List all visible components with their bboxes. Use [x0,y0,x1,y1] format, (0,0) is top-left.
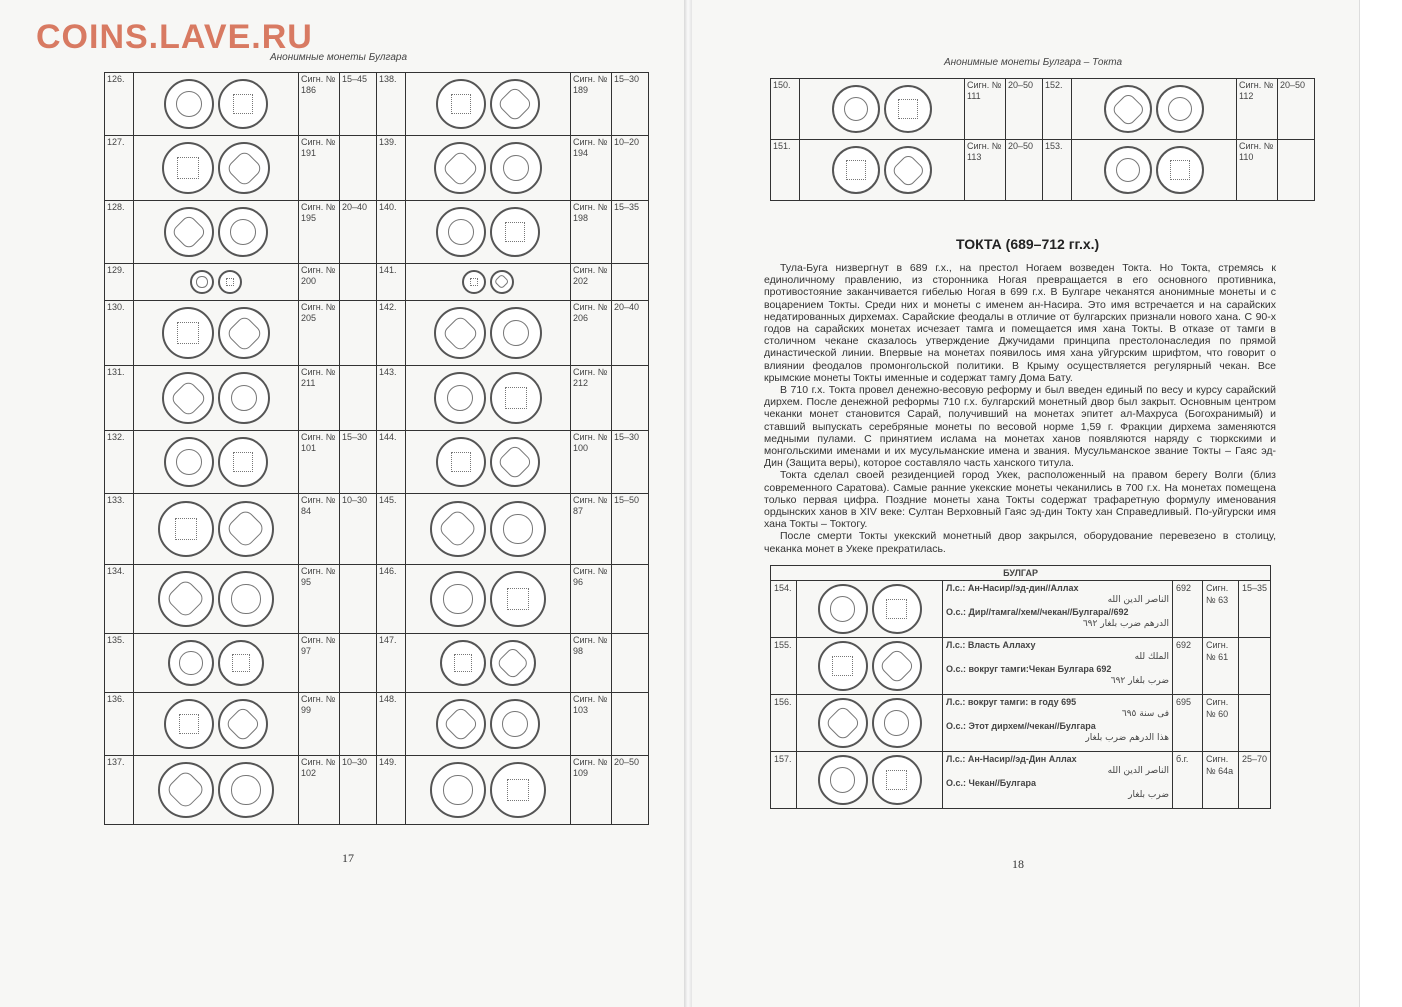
catalog-reference: Сигн. № 191 [299,136,340,201]
legend-cell [943,638,1173,695]
obverse-arabic: الناصر الدين الله [1107,766,1169,776]
coin-images [408,74,568,134]
price-range [612,565,649,634]
coin-reverse-image [884,146,932,194]
coin-obverse-image [168,640,214,686]
coin-obverse-image [818,641,868,691]
coin-obverse-image [164,699,214,749]
coin-reverse-image [1156,146,1204,194]
reverse-legend: О.с.: Чекан//Булгара [946,778,1036,788]
catalog-reference: Сигн. № 109 [571,756,612,825]
left-page-number: 17 [342,851,354,865]
coin-images [1074,80,1234,138]
catalog-reference: Сигн. № 100 [571,431,612,494]
body-text [764,262,1276,555]
coin-images [136,137,296,199]
coin-obverse-image [1104,85,1152,133]
catalog-reference: Сигн. № 99 [299,693,340,756]
catalog-reference: Сигн. № 110 [1237,140,1278,201]
price-range: 15–50 [612,494,649,565]
coin-obverse-image [158,762,214,818]
coin-obverse-image [430,762,486,818]
price-range [1239,695,1271,752]
right-running-head: Анонимные монеты Булгара – Токта [944,57,1123,68]
catalog-reference: Сигн. № 103 [571,693,612,756]
obverse-legend: Л.с.: Ан-Насир//эд-дин//Аллах [946,583,1079,593]
bulgar-header: БУЛГАР [771,566,1271,581]
coin-images [802,141,962,199]
table-row [105,366,649,431]
legend-cell [943,695,1173,752]
coin-number: 155. [771,638,797,695]
price-range [612,634,649,693]
coin-obverse-image [462,270,486,294]
coin-number: 143. [377,366,406,431]
catalog-reference: Сигн. № 194 [571,136,612,201]
coin-images [136,367,296,429]
coin-images [136,302,296,364]
catalog-reference: Сигн. № 102 [299,756,340,825]
table-row [771,581,1271,638]
coin-images [408,367,568,429]
coin-images [802,80,962,138]
catalog-reference: Сигн. № 87 [571,494,612,565]
coin-number: 140. [377,201,406,264]
table-row [771,695,1271,752]
coin-reverse-image [218,699,268,749]
coin-obverse-image [832,85,880,133]
catalog-reference: Сигн. № 64а [1203,752,1239,809]
paragraph-4: После смерти Токты укекский монетный двор закрылся, оборудование перевезено в столицу, чеканка монет в Укеке прекратилась. [764,530,1276,555]
price-range [340,693,377,756]
coin-images [408,757,568,823]
coin-reverse-image [872,698,922,748]
coin-images [408,635,568,691]
coin-images [136,635,296,691]
coin-obverse-image [436,437,486,487]
coin-images [136,265,296,299]
table-row [105,693,649,756]
coin-obverse-image [436,79,486,129]
price-range: 25–70 [1239,752,1271,809]
price-range [340,634,377,693]
coin-reverse-image [490,142,542,194]
coin-reverse-image [218,307,270,359]
coin-number: 142. [377,301,406,366]
reverse-legend: О.с.: вокруг тамги:Чекан Булгара 692 [946,664,1112,674]
coin-obverse-image [1104,146,1152,194]
coin-images [408,302,568,364]
coin-obverse-image [832,146,880,194]
price-range [612,693,649,756]
coin-number: 152. [1043,79,1072,140]
coin-reverse-image [218,762,274,818]
coin-obverse-image [164,79,214,129]
coin-reverse-image [218,640,264,686]
coin-reverse-image [218,270,242,294]
coin-reverse-image [218,501,274,557]
price-range: 15–30 [612,431,649,494]
catalog-reference: Сигн. № 98 [571,634,612,693]
table-row [771,140,1315,201]
coin-reverse-image [218,372,270,424]
year: б.г. [1173,752,1203,809]
coin-reverse-image [490,501,546,557]
catalog-reference: Сигн. № 186 [299,73,340,136]
catalog-reference: Сигн. № 195 [299,201,340,264]
price-range: 10–20 [612,136,649,201]
price-range [612,264,649,301]
coin-obverse-image [158,571,214,627]
table-row [771,79,1315,140]
coin-number: 132. [105,431,134,494]
coin-images [408,202,568,262]
coin-number: 141. [377,264,406,301]
paragraph-1: Тула-Буга низвергнут в 689 г.х., на престол Ногаем возведен Токта. Но Токта, стремясь к единоличному правлению, из сторонника Ногая превращается в его основного противника, противостояние заканчивается гибелью Ногая в 699 г.х. В Булгаре чеканятся анонимные монеты и с воцарением Токты. Среди них и монеты с именем ан-Насира. Это имя встречается и на сарайских недатированных дирхемах. Сарайские феодалы в отличие от булгарских признали нового хана. С 90-х годов на сарайских монетах исчезает тамга и помещается имя хана Токты. В отказе от тамги в столичном чекане сказалось утверждение Джучидами принципа престолонаследия по прямой династической линии. Впервые на монетах появилось имя хана уйгурским шрифтом, что говорит о влиянии феодалов промонгольской политики. В Крыму осуществляется регулярный чекан. Все крымские монеты Токты именные и содержат тамгу Дома Бату. [764,262,1276,384]
catalog-reference: Сигн. № 212 [571,366,612,431]
price-range: 15–45 [340,73,377,136]
coin-obverse-image [164,207,214,257]
section-title: ТОКТА (689–712 гг.х.) [956,236,1100,252]
coin-number: 138. [377,73,406,136]
coin-number: 137. [105,756,134,825]
price-range: 10–30 [340,756,377,825]
coin-obverse-image [434,307,486,359]
coin-reverse-image [490,79,540,129]
table-row [771,638,1271,695]
catalog-reference: Сигн. № 101 [299,431,340,494]
catalog-reference: Сигн. № 63 [1203,581,1239,638]
coin-reverse-image [490,372,542,424]
table-row [105,634,649,693]
catalog-reference: Сигн. № 112 [1237,79,1278,140]
reverse-arabic: الدرهم ضرب بلغار ٦٩٢ [1082,619,1169,629]
price-range: 20–50 [612,756,649,825]
coin-reverse-image [872,641,922,691]
book-gutter [684,0,692,1007]
left-running-head: Анонимные монеты Булгара [270,52,408,63]
coin-obverse-image [162,372,214,424]
coin-reverse-image [490,571,546,627]
table-row [105,494,649,565]
coin-reverse-image [490,307,542,359]
coin-obverse-image [158,501,214,557]
coin-obverse-image [436,699,486,749]
coin-reverse-image [218,79,268,129]
coin-images [800,753,939,807]
coin-reverse-image [490,207,540,257]
right-page-number: 18 [1012,857,1024,871]
table-row [771,752,1271,809]
bulgar-table [770,565,1271,809]
coin-reverse-image [490,270,514,294]
obverse-arabic: فى سنة ٦٩٥ [1121,709,1169,719]
price-range: 15–30 [612,73,649,136]
catalog-reference: Сигн. № 111 [965,79,1006,140]
coin-number: 134. [105,565,134,634]
watermark: COINS.LAVE.RU [36,18,313,56]
catalog-reference: Сигн. № 96 [571,565,612,634]
year: 692 [1173,638,1203,695]
table-row [105,264,649,301]
obverse-legend: Л.с.: Власть Аллаху [946,640,1036,650]
reverse-arabic: ضرب بلغار ٦٩٢ [1110,676,1169,686]
catalog-reference: Сигн. № 200 [299,264,340,301]
page-edge [1359,0,1402,1007]
coin-number: 156. [771,695,797,752]
catalog-reference: Сигн. № 198 [571,201,612,264]
table-row [105,73,649,136]
coin-images [136,566,296,632]
coin-obverse-image [430,571,486,627]
coin-obverse-image [190,270,214,294]
coin-number: 148. [377,693,406,756]
coin-images [136,202,296,262]
reverse-arabic: ضرب بلغار [1128,790,1169,800]
price-range [612,366,649,431]
coin-images [408,495,568,563]
coin-obverse-image [818,755,868,805]
coin-number: 147. [377,634,406,693]
price-range [1239,638,1271,695]
paragraph-2: В 710 г.х. Токта провел денежно-весовую реформу и был введен единый по весу и курсу сарайский дирхем. После денежной реформы 710 г.х. булгарский монетный двор был закрыт. Основным центром чеканки монет становится Сарай, получивший на монетах эпитет ал-Махруса (Богохранимый) и ставший выпускать серебряные монеты по весовой норме 1,59 г. Фракции дирхема заменяются медными пулами. С принятием ислама на монетах ханов появляются наряду с тюркскими и монгольскими именами и их мусульманские имена и звания. Мусульманское звание Токты – Гаяс эд-Дин (Защита веры), которое составляло часть ханского титула. [764,384,1276,470]
coin-obverse-image [436,207,486,257]
coin-obverse-image [818,698,868,748]
coin-images [800,639,939,693]
price-range: 15–35 [612,201,649,264]
coin-number: 149. [377,756,406,825]
obverse-legend: Л.с.: Ан-Насир//эд-Дин Аллах [946,754,1077,764]
coin-number: 146. [377,565,406,634]
coin-reverse-image [872,584,922,634]
coin-reverse-image [218,207,268,257]
price-range: 15–30 [340,431,377,494]
price-range [1278,140,1315,201]
coin-number: 135. [105,634,134,693]
reverse-legend: О.с.: Дир//тамга//хем//чекан//Булгара//692 [946,607,1129,617]
coin-images [136,757,296,823]
coin-reverse-image [884,85,932,133]
price-range [340,264,377,301]
catalog-reference: Сигн. № 206 [571,301,612,366]
coin-images [136,432,296,492]
catalog-reference: Сигн. № 61 [1203,638,1239,695]
price-range: 15–35 [1239,581,1271,638]
coin-images [408,566,568,632]
coin-number: 144. [377,431,406,494]
coin-obverse-image [434,372,486,424]
coin-images [136,74,296,134]
coin-reverse-image [218,437,268,487]
price-range [340,136,377,201]
catalog-reference: Сигн. № 97 [299,634,340,693]
coin-number: 154. [771,581,797,638]
coin-reverse-image [490,437,540,487]
coin-number: 150. [771,79,800,140]
reverse-legend: О.с.: Этот дирхем//чекан//Булгара [946,721,1096,731]
price-range: 20–40 [612,301,649,366]
coin-reverse-image [490,762,546,818]
coin-number: 133. [105,494,134,565]
coin-images [1074,141,1234,199]
coin-number: 130. [105,301,134,366]
coin-obverse-image [440,640,486,686]
catalog-reference: Сигн. № 60 [1203,695,1239,752]
coin-number: 151. [771,140,800,201]
catalog-reference: Сигн. № 211 [299,366,340,431]
price-range: 20–50 [1006,140,1043,201]
coin-images [800,582,939,636]
coin-reverse-image [872,755,922,805]
coin-reverse-image [1156,85,1204,133]
coin-number: 145. [377,494,406,565]
coin-images [408,265,568,299]
coin-obverse-image [162,142,214,194]
price-range: 10–30 [340,494,377,565]
coin-number: 136. [105,693,134,756]
catalog-reference: Сигн. № 84 [299,494,340,565]
reverse-arabic: هذا الدرهم ضرب بلغار [1085,733,1169,743]
price-range [340,366,377,431]
coin-images [408,137,568,199]
coin-number: 139. [377,136,406,201]
coin-number: 126. [105,73,134,136]
coin-images [136,495,296,563]
price-range [340,565,377,634]
coin-images [136,694,296,754]
coin-reverse-image [218,571,274,627]
coin-obverse-image [818,584,868,634]
coin-number: 131. [105,366,134,431]
coin-reverse-image [490,640,536,686]
catalog-reference: Сигн. № 189 [571,73,612,136]
coin-reverse-image [490,699,540,749]
coin-obverse-image [162,307,214,359]
coin-obverse-image [430,501,486,557]
price-range [340,301,377,366]
table-row [105,136,649,201]
coin-number: 153. [1043,140,1072,201]
legend-cell [943,752,1173,809]
right-top-coin-table [770,78,1315,201]
coin-number: 129. [105,264,134,301]
obverse-arabic: الناصر الدين الله [1107,595,1169,605]
coin-images [408,694,568,754]
table-row [105,201,649,264]
obverse-arabic: الملك لله [1134,652,1169,662]
price-range: 20–50 [1006,79,1043,140]
catalog-reference: Сигн. № 205 [299,301,340,366]
coin-obverse-image [434,142,486,194]
table-row [105,301,649,366]
coin-images [408,432,568,492]
table-row [105,756,649,825]
coin-number: 157. [771,752,797,809]
price-range: 20–40 [340,201,377,264]
coin-images [800,696,939,750]
obverse-legend: Л.с.: вокруг тамги: в году 695 [946,697,1077,707]
year: 692 [1173,581,1203,638]
paragraph-3: Токта сделал своей резиденцией город Укек, расположенный на правом берегу Волги (близ современного Саратова). Самые ранние укекские монеты чеканились в 700 г.х. На монетах помещена только первая цифра. Поздние монеты хана Токты содержат трафаретную формулу именования ордынских ханов в XIV веке: Султан Верховный Гаяс эд-дин Токту хан Справедливый. По-уйгурски имя хана Токты – Токтогу. [764,469,1276,531]
table-row [105,431,649,494]
legend-cell [943,581,1173,638]
coin-obverse-image [164,437,214,487]
year: 695 [1173,695,1203,752]
coin-reverse-image [218,142,270,194]
table-row [105,565,649,634]
catalog-reference: Сигн. № 113 [965,140,1006,201]
left-coin-table [104,72,649,825]
coin-number: 128. [105,201,134,264]
catalog-reference: Сигн. № 202 [571,264,612,301]
price-range: 20–50 [1278,79,1315,140]
coin-number: 127. [105,136,134,201]
catalog-reference: Сигн. № 95 [299,565,340,634]
